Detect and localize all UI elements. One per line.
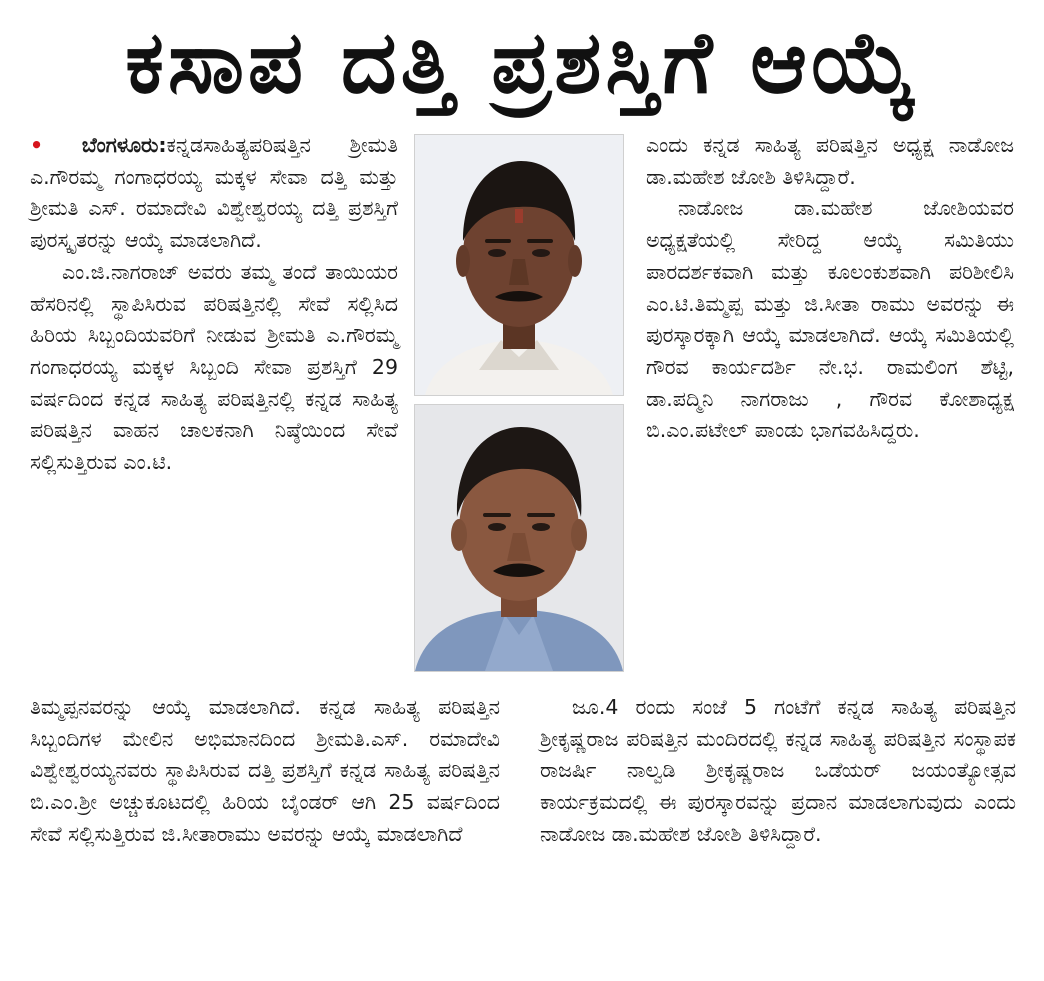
portrait-photo-2 (414, 404, 624, 672)
portrait-photo-2-image (415, 405, 623, 671)
paragraph-4: ನಾಡೋಜ ಡಾ.ಮಹೇಶ ಜೋಶಿಯವರ ಅಧ್ಯಕ್ಷತೆಯಲ್ಲಿ ಸೇರಿದ್ದ ಆಯ್ಕೆ ಸಮಿತಿಯು ಪಾರದರ್ಶಕವಾಗಿ ಮತ್ತು ಕೂಲಂಕುಶವಾಗಿ ಪರಿಶೀಲಿಸಿ ಎಂ.ಟಿ.ತಿಮ್ಮಪ್ಪ ಮತ್ತು ಜಿ.ಸೀತಾ ರಾಮು ಅವರನ್ನು ಈ ಪುರಸ್ಕಾರಕ್ಕಾಗಿ ಆಯ್ಕೆ ಮಾಡಲಾಗಿದೆ. ಆಯ್ಕೆ ಸಮಿತಿಯಲ್ಲಿ ಗೌರವ ಕಾರ್ಯದರ್ಶಿ ನೇ.ಭ. ರಾಮಲಿಂಗ ಶೆಟ್ಟಿ, ಡಾ.ಪದ್ಮಿನಿ ನಾಗರಾಜು , ಗೌರವ ಕೋಶಾಧ್ಯಕ್ಷ ಬಿ.ಎಂ.ಪಟೇಲ್ ಪಾಂಡು ಭಾಗವಹಿಸಿದ್ದರು. (646, 196, 1014, 443)
article-column-right (646, 130, 1014, 447)
paragraph-3: ಎಂದು ಕನ್ನಡ ಸಾಹಿತ್ಯ ಪರಿಷತ್ತಿನ ಅಧ್ಯಕ್ಷ ನಾಡೋಜ ಡಾ.ಮಹೇಶ ಜೋಶಿ ತಿಳಿಸಿದ್ದಾರೆ. (646, 133, 1014, 189)
paragraph-2: ಎಂ.ಜಿ.ನಾಗರಾಜ್ ಅವರು ತಮ್ಮ ತಂದೆ ತಾಯಿಯರ ಹೆಸರಿನಲ್ಲಿ ಸ್ಥಾಪಿಸಿರುವ ಪರಿಷತ್ತಿನಲ್ಲಿ ಸೇವೆ ಸಲ್ಲಿಸಿದ ಹಿರಿಯ ಸಿಬ್ಬಂದಿಯವರಿಗೆ ನೀಡುವ ಶ್ರೀಮತಿ ಎ.ಗೌರಮ್ಮ ಗಂಗಾಧರಯ್ಯ ಮಕ್ಕಳ ಸಿಬ್ಬಂದಿ ಸೇವಾ ಪ್ರಶಸ್ತಿಗೆ 29 ವರ್ಷದಿಂದ ಕನ್ನಡ ಸಾಹಿತ್ಯ ಪರಿಷತ್ತಿನಲ್ಲಿ ಕನ್ನಡ ಸಾಹಿತ್ಯ ಪರಿಷತ್ತಿನ ವಾಹನ ಚಾಲಕನಾಗಿ ನಿಷ್ಠೆಯಿಂದ ಸೇವೆ ಸಲ್ಲಿಸುತ್ತಿರುವ ಎಂ.ಟಿ. (30, 259, 398, 475)
dateline: ಬೆಂಗಳೂರು: (81, 133, 167, 157)
portrait-photo-1-image (415, 135, 623, 395)
paragraph-2-continued: ತಿಮ್ಮಪ್ಪನವರನ್ನು ಆಯ್ಕೆ ಮಾಡಲಾಗಿದೆ. ಕನ್ನಡ ಸಾಹಿತ್ಯ ಪರಿಷತ್ತಿನ ಸಿಬ್ಬಂದಿಗಳ ಮೇಲಿನ ಅಭಿಮಾನದಿಂದ ಶ್ರೀಮತಿ.ಎಸ್. ರಮಾದೇವಿ ವಿಶ್ವೇಶ್ವರಯ್ಯನವರು ಸ್ಥಾಪಿಸಿರುವ ದತ್ತಿ ಪ್ರಶಸ್ತಿಗೆ ಕನ್ನಡ ಸಾಹಿತ್ಯ ಪರಿಷತ್ತಿನ ಬಿ.ಎಂ.ಶ್ರೀ ಅಚ್ಚುಕೂಟದಲ್ಲಿ ಹಿರಿಯ ಬೈಂಡರ್ ಆಗಿ 25 ವರ್ಷದಿಂದ ಸೇವೆ ಸಲ್ಲಿಸುತ್ತಿರುವ ಜಿ.ಸೀತಾರಾಮು ಅವರನ್ನು ಆಯ್ಕೆ ಮಾಡಲಾಗಿದೆ (30, 695, 500, 846)
article-column-left (30, 130, 398, 479)
dateline-bullet: • (30, 133, 44, 157)
headline: ಕಸಾಪ ದತ್ತಿ ಪ್ರಶಸ್ತಿಗೆ ಆಯ್ಕೆ (125, 13, 919, 113)
paragraph-5: ಜೂ.4 ರಂದು ಸಂಜೆ 5 ಗಂಟೆಗೆ ಕನ್ನಡ ಸಾಹಿತ್ಯ ಪರಿಷತ್ತಿನ ಶ್ರೀಕೃಷ್ಣರಾಜ ಪರಿಷತ್ತಿನ ಮಂದಿರದಲ್ಲಿ ಕನ್ನಡ ಸಾಹಿತ್ಯ ಪರಿಷತ್ತಿನ ಸಂಸ್ಥಾಪಕ ರಾಜರ್ಷಿ ನಾಲ್ವಡಿ ಶ್ರೀಕೃಷ್ಣರಾಜ ಒಡೆಯರ್ ಜಯಂತ್ಯೋತ್ಸವ ಕಾರ್ಯಕ್ರಮದಲ್ಲಿ ಈ ಪುರಸ್ಕಾರವನ್ನು ಪ್ರದಾನ ಮಾಡಲಾಗುವುದು ಎಂದು ನಾಡೋಜ ಡಾ.ಮಹೇಶ ಜೋಶಿ ತಿಳಿಸಿದ್ದಾರೆ. (540, 695, 1016, 846)
paragraph-1-text: ಕನ್ನಡಸಾಹಿತ್ಯಪರಿಷತ್ತಿನ ಶ್ರೀಮತಿ ಎ.ಗೌರಮ್ಮ ಗಂಗಾಧರಯ್ಯ ಮಕ್ಕಳ ಸೇವಾ ದತ್ತಿ ಮತ್ತು ಶ್ರೀಮತಿ ಎಸ್. ರಮಾದೇವಿ ವಿಶ್ವೇಶ್ವರಯ್ಯ ದತ್ತಿ ಪ್ರಶಸ್ತಿಗೆ ಪುರಸ್ಕೃತರನ್ನು ಆಯ್ಕೆ ಮಾಡಲಾಗಿದೆ. (30, 133, 398, 253)
portrait-photo-1 (414, 134, 624, 396)
paragraph-1 (30, 130, 398, 257)
